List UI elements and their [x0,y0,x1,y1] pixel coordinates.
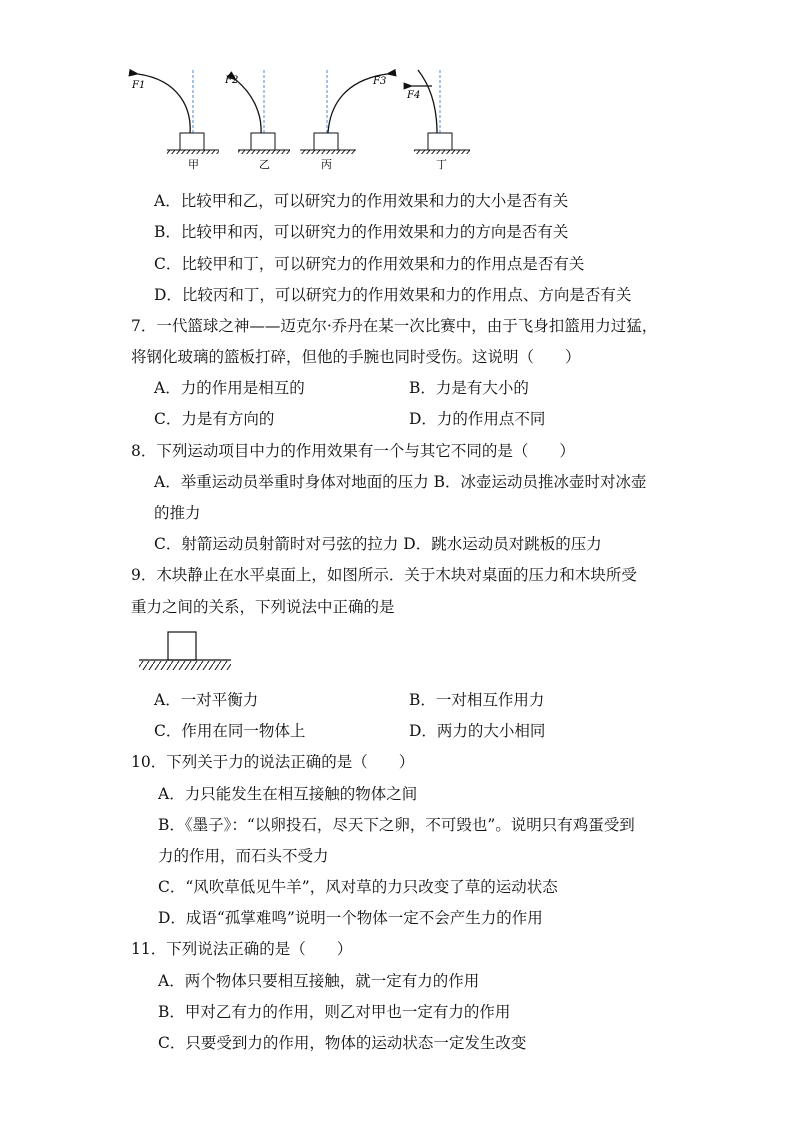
q10-line2: B．《墨子》：“以卵投石，尽天下之卵，不可毁也”。说明只有鸡蛋受到 [158,816,635,834]
q10-line1: A．力只能发生在相互接触的物体之间 [158,785,418,803]
q8-line1: A．举重运动员举重时身体对地面的压力 B．冰壶运动员推冰壶时对冰壶 [154,473,647,491]
caption-ding: 丁 [436,158,447,171]
q9-option-b: B．一对相互作用力 [409,691,545,709]
figure-force-panels [0,0,794,180]
force-label-f4: F4 [407,90,421,101]
base-block [251,133,275,150]
q6-option-c: C．比较甲和丁，可以研究力的作用效果和力的作用点是否有关 [154,255,585,273]
panel-yi [224,70,290,171]
q11-line2: B．甲对乙有力的作用，则乙对甲也一定有力的作用 [158,1003,511,1021]
panel-bing [300,70,387,171]
force-label-f2: F2 [225,75,239,86]
q11-line1: A．两个物体只要相互接触，就一定有力的作用 [158,972,480,990]
q10-line5: D．成语“孤掌难鸣”说明一个物体一定不会产生力的作用 [158,909,543,927]
q10-line3: 力的作用，而石头不受力 [158,847,329,865]
q9-option-a: A．一对平衡力 [154,691,259,709]
q6-option-b: B．比较甲和丙，可以研究力的作用效果和力的方向是否有关 [154,223,569,241]
q7-option-c: C．力是有方向的 [154,410,275,428]
q10-stem: 10．下列关于力的说法正确的是（ ） [131,753,415,771]
q8-line2: 的推力 [154,504,201,522]
caption-bing: 丙 [321,158,332,171]
base-block [180,133,204,150]
q7-option-a: A．力的作用是相互的 [154,379,305,397]
q6-option-a: A．比较甲和乙，可以研究力的作用效果和力的大小是否有关 [154,192,569,210]
panel-ding [406,70,470,171]
block-on-table-figure [135,628,245,678]
q7-stem-line2: 将钢化玻璃的篮板打碎，但他的手腕也同时受伤。这说明（ ） [131,348,581,366]
caption-yi: 乙 [259,158,270,171]
q7-option-b: B．力是有大小的 [409,379,529,397]
q9-stem-line2: 重力之间的关系，下列说法中正确的是 [131,598,395,616]
q9-option-c: C．作用在同一物体上 [154,722,306,740]
q6-option-d: D．比较丙和丁，可以研究力的作用效果和力的作用点、方向是否有关 [154,286,632,304]
q9-option-d: D．两力的大小相同 [409,722,546,740]
q7-option-d: D．力的作用点不同 [409,410,546,428]
caption-jia: 甲 [188,158,199,171]
q10-line4: C．“风吹草低见牛羊”，风对草的力只改变了草的运动状态 [158,878,558,896]
q9-stem-line1: 9．木块静止在水平桌面上，如图所示．关于木块对桌面的压力和木块所受 [131,566,637,584]
q11-line3: C．只要受到力的作用，物体的运动状态一定发生改变 [158,1034,527,1052]
wooden-block [168,632,196,660]
panel-jia [131,70,219,171]
base-block [428,133,452,150]
force-label-f3: F3 [373,76,387,87]
q8-stem: 8．下列运动项目中力的作用效果有一个与其它不同的是（ ） [131,442,575,460]
q7-stem-line1: 7．一代篮球之神——迈克尔·乔丹在某一次比赛中，由于飞身扣篮用力过猛， [131,317,658,335]
q8-line3: C．射箭运动员射箭时对弓弦的拉力 D．跳水运动员对跳板的压力 [154,535,602,553]
q11-stem: 11．下列说法正确的是（ ） [131,940,353,958]
force-label-f1: F1 [132,80,146,91]
base-block [314,133,338,150]
